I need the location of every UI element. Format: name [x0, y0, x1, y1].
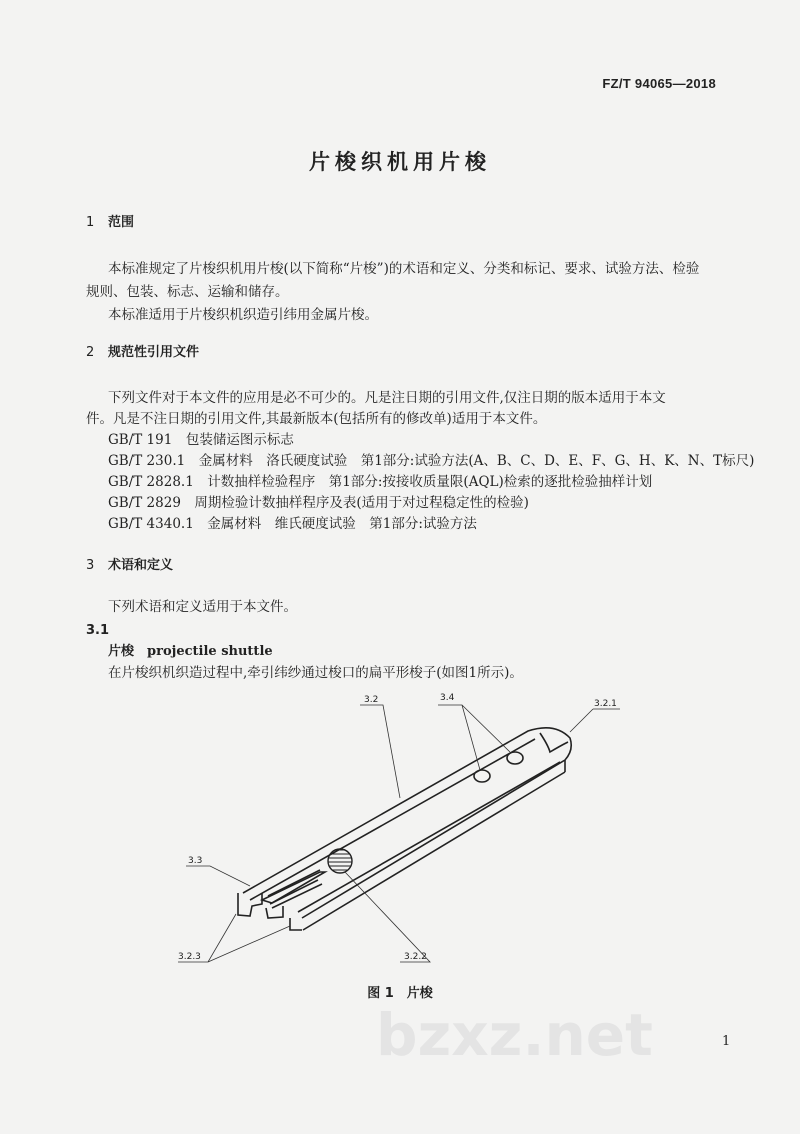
label-3-4: 3.4 — [440, 693, 455, 703]
reference-title: 周期检验计数抽样程序及表(适用于对过程稳定性的检验) — [194, 495, 529, 511]
paragraph: 下列文件对于本文件的应用是必不可少的。凡是注日期的引用文件,仅注日期的版本适用于本文 — [108, 390, 666, 406]
term-number: 3.1 — [86, 623, 110, 638]
page-number: 1 — [722, 1034, 731, 1049]
leader-lines — [178, 705, 620, 962]
reference-code: GB/T 230.1 — [108, 453, 186, 469]
page-title: 片梭织机用片梭 — [309, 150, 491, 174]
paragraph: 规则、包装、标志、运输和储存。 — [86, 284, 289, 300]
paragraph: 下列术语和定义适用于本文件。 — [108, 599, 297, 615]
section-title: 范围 — [108, 215, 135, 230]
label-3-3: 3.3 — [188, 856, 203, 866]
standard-number: FZ/T 94065—2018 — [602, 76, 716, 91]
reference-code: GB/T 2828.1 — [108, 474, 194, 490]
label-3-2-2: 3.2.2 — [404, 952, 427, 962]
reference-title: 包装储运图示标志 — [185, 432, 294, 448]
paragraph: 件。凡是不注日期的引用文件,其最新版本(包括所有的修改单)适用于本文件。 — [86, 411, 547, 427]
reference-title: 金属材料 洛氏硬度试验 第1部分:试验方法(A、B、C、D、E、F、G、H、K、N、T标尺) — [198, 453, 755, 469]
figure-labels — [178, 693, 617, 962]
paragraph: 本标准适用于片梭织机织造引纬用金属片梭。 — [108, 307, 378, 323]
label-3-2-1: 3.2.1 — [594, 699, 617, 709]
label-3-2: 3.2 — [364, 695, 379, 705]
section-number: 1 — [86, 215, 95, 230]
term-definition: 在片梭织机织造过程中,牵引纬纱通过梭口的扁平形梭子(如图1所示)。 — [108, 665, 523, 681]
section-number: 3 — [86, 558, 95, 573]
reference-title: 金属材料 维氏硬度试验 第1部分:试验方法 — [207, 516, 477, 532]
label-3-2-3: 3.2.3 — [178, 952, 201, 962]
section-number: 2 — [86, 345, 95, 360]
hatched-pin — [328, 849, 352, 873]
term-en: projectile shuttle — [147, 644, 273, 659]
reference-code: GB/T 4340.1 — [108, 516, 194, 532]
reference-title: 计数抽样检验程序 第1部分:按接收质量限(AQL)检索的逐批检验抽样计划 — [207, 474, 653, 490]
watermark: bzxz.net — [376, 1001, 653, 1069]
term-cn: 片梭 — [108, 644, 135, 659]
section-title: 规范性引用文件 — [108, 345, 200, 360]
figure-caption: 图 1 片梭 — [367, 986, 433, 1001]
shuttle-drawing — [238, 728, 571, 930]
section-title: 术语和定义 — [108, 558, 174, 573]
reference-code: GB/T 191 — [108, 432, 173, 448]
paragraph: 本标准规定了片梭织机用片梭(以下简称“片梭”)的术语和定义、分类和标记、要求、试验方法、检验 — [108, 261, 700, 277]
reference-code: GB/T 2829 — [108, 495, 181, 511]
